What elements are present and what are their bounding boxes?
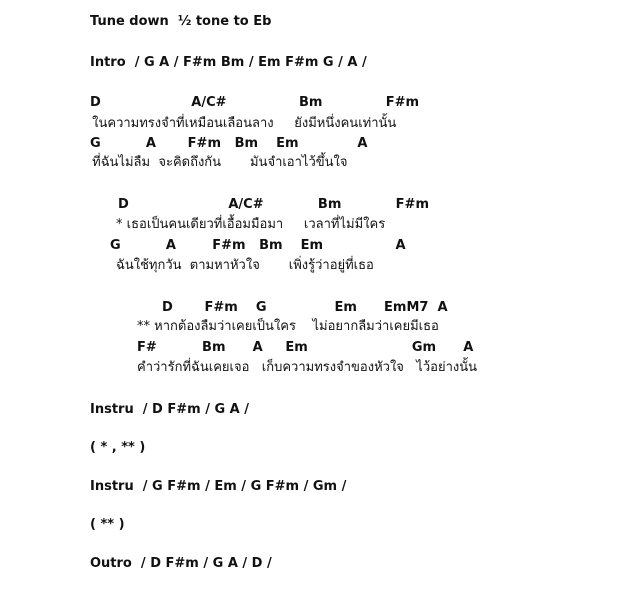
tuning-note: Tune down ½ tone to Eb bbox=[90, 14, 272, 29]
chorus-lyrics-1: ** หากต้องลืมว่าเคยเป็นใคร ไม่อยากลืมว่าเคยมีเธอ bbox=[137, 319, 439, 334]
repeat-line-2: ( ** ) bbox=[90, 517, 125, 532]
verse1-chords-2: G A F#m Bm Em A bbox=[90, 136, 368, 151]
instru-line-1: Instru / D F#m / G A / bbox=[90, 402, 250, 417]
verse2-lyrics-2: ฉันใช้ทุกวัน ตามหาหัวใจ เพิ่งรู้ว่าอยู่ที่เธอ bbox=[116, 258, 374, 273]
intro-line: Intro / G A / F#m Bm / Em F#m G / A / bbox=[90, 55, 367, 70]
verse2-chords-1: D A/C# Bm F#m bbox=[118, 197, 429, 212]
repeat-line-1: ( * , ** ) bbox=[90, 440, 146, 455]
verse2-lyrics-1: * เธอเป็นคนเดียวที่เอื้อมมือมา เวลาที่ไม่มีใคร bbox=[116, 217, 386, 232]
verse1-chords-1: D A/C# Bm F#m bbox=[90, 95, 420, 110]
verse1-lyrics-2: ที่ฉันไม่ลืม จะคิดถึงกัน มันจำเอาไว้ขึ้นใจ bbox=[88, 155, 348, 170]
verse2-chords-2: G A F#m Bm Em A bbox=[110, 238, 406, 253]
chorus-lyrics-2: คำว่ารักที่ฉันเคยเจอ เก็บความทรงจำของหัวใจ ไว้อย่างนั้น bbox=[137, 360, 477, 375]
chorus-chords-1: D F#m G Em EmM7 A bbox=[162, 300, 448, 315]
chorus-chords-2: F# Bm A Em Gm A bbox=[137, 340, 474, 355]
outro-line: Outro / D F#m / G A / D / bbox=[90, 556, 272, 571]
verse1-lyrics-1: ในความทรงจำที่เหมือนเลือนลาง ยังมีหนึ่งคนเท่านั้น bbox=[88, 116, 397, 131]
instru-line-2: Instru / G F#m / Em / G F#m / Gm / bbox=[90, 479, 347, 494]
